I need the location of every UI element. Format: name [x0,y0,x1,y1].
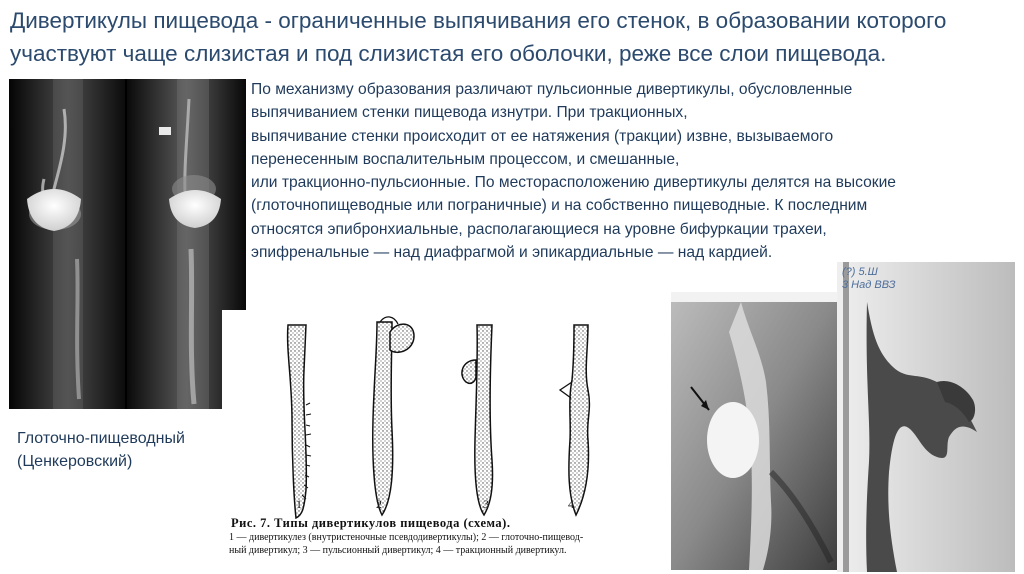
title-line-2: участвуют чаще слизистая и под слизистая его оболочки, реже все слои пищевода. [10,41,887,66]
left-caption-line-2: (Ценкеровский) [17,453,133,470]
schema-number: 2 [376,497,382,511]
xray-right-drawing [837,262,1015,572]
stamp-line-1: (?) 5.Ш [842,266,878,278]
body-line: относятся эпибронхиальные, располагающиеся на уровне бифуркации трахеи, [251,220,827,238]
body-line: (глоточнопищеводные или пограничные) и на собственно пищеводные. К последним [251,197,868,215]
schema-number: 1 [296,497,302,511]
body-line: или тракционно-пульсионные. По месторасположению дивертикулы делятся на высокие [251,174,896,192]
slide-title [10,4,1014,70]
body-line: выпячивание стенки происходит от ее натяжения (тракции) извне, вызываемого [251,127,834,145]
body-line: По механизму образования различают пульсионные дивертикулы, обусловленные [251,81,853,98]
schema-number: 4 [568,497,574,511]
stamp-line-2: 3 Над ВВЗ [842,279,896,291]
xray-stamp [842,266,896,292]
figure-caption-title: Рис. 7. Типы дивертикулов пищевода (схема). [231,516,511,530]
body-line: выпячиванием стенки пищевода изнутри. При тракционных, [251,104,688,122]
figure-caption [229,516,674,557]
body-paragraph [251,78,1003,264]
body-line: перенесенным воспалительным процессом, и смешанные, [251,150,680,168]
xray-left-drawing [9,79,246,409]
xray-image-left [9,79,246,409]
xray-image-right [837,262,1015,572]
left-caption-line-1: Глоточно-пищеводный [17,430,185,447]
title-line-1: Дивертикулы пищевода - ограниченные выпячивания его стенок, в образовании которого [10,8,947,33]
left-image-caption [17,427,185,473]
body-line: эпифренальные — над диафрагмой и эпикардиальные — над кардией. [251,244,773,262]
schema-number: 3 [483,497,489,511]
xray-middle-drawing [671,292,839,570]
figure-caption-line-2: ный дивертикул; 3 — пульсионный дивертикул; 4 — тракционный дивертикул. [229,545,567,556]
xray-image-middle [671,292,839,570]
figure-caption-line-1: 1 — дивертикулез (внутристеночные псевдодивертикулы); 2 — глоточно-пищевод- [229,532,584,543]
